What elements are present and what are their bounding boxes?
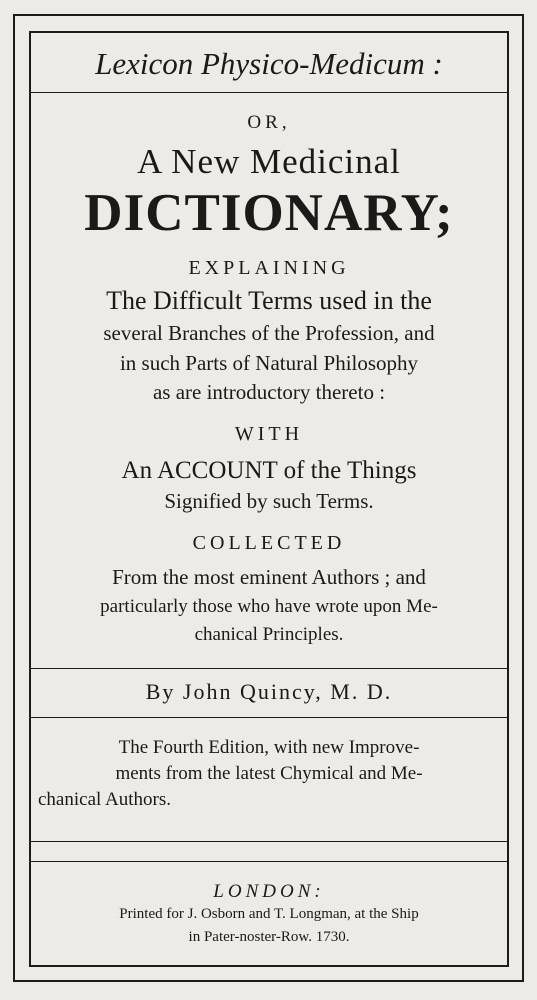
rule-under-title	[31, 92, 507, 93]
printed-for-line: Printed for J. Osborn and T. Longman, at the Ship	[119, 906, 419, 922]
lexicon-title: Lexicon Physico-Medicum :	[95, 46, 443, 81]
author-line: By John Quincy, M. D.	[145, 679, 393, 704]
rule-above-author	[31, 668, 507, 669]
from-line-3: chanical Principles.	[194, 624, 344, 645]
collected-line: COLLECTED	[192, 532, 346, 554]
account-line-2: Signified by such Terms.	[164, 489, 374, 513]
publisher-address-line: in Pater-noster-Row. 1730.	[188, 929, 350, 945]
rule-double-bottom	[31, 861, 507, 862]
edition-line-2: ments from the latest Chymical and Me-	[115, 763, 423, 784]
from-line-1: From the most eminent Authors ; and	[112, 565, 426, 589]
edition-line-1: The Fourth Edition, with new Improve-	[118, 737, 420, 758]
london-imprint: LONDON:	[213, 881, 325, 902]
description-line-3: in such Parts of Natural Philosophy	[119, 351, 419, 375]
from-line-2: particularly those who have wrote upon Me-	[100, 596, 438, 617]
description-line-4: as are introductory thereto :	[152, 380, 386, 404]
dictionary-heading: DICTIONARY;	[84, 184, 454, 242]
new-medicinal-heading: A New Medicinal	[137, 142, 401, 181]
with-line: WITH	[234, 423, 304, 445]
account-line-1: An ACCOUNT of the Things	[121, 457, 417, 484]
edition-line-3: chanical Authors.	[38, 789, 171, 810]
description-line-2: several Branches of the Profession, and	[103, 321, 435, 345]
rule-below-author	[31, 717, 507, 718]
or-line: OR,	[247, 112, 291, 133]
rule-double-top	[31, 841, 507, 842]
explaining-line: EXPLAINING	[188, 257, 350, 279]
description-line-1: The Difficult Terms used in the	[106, 286, 432, 315]
